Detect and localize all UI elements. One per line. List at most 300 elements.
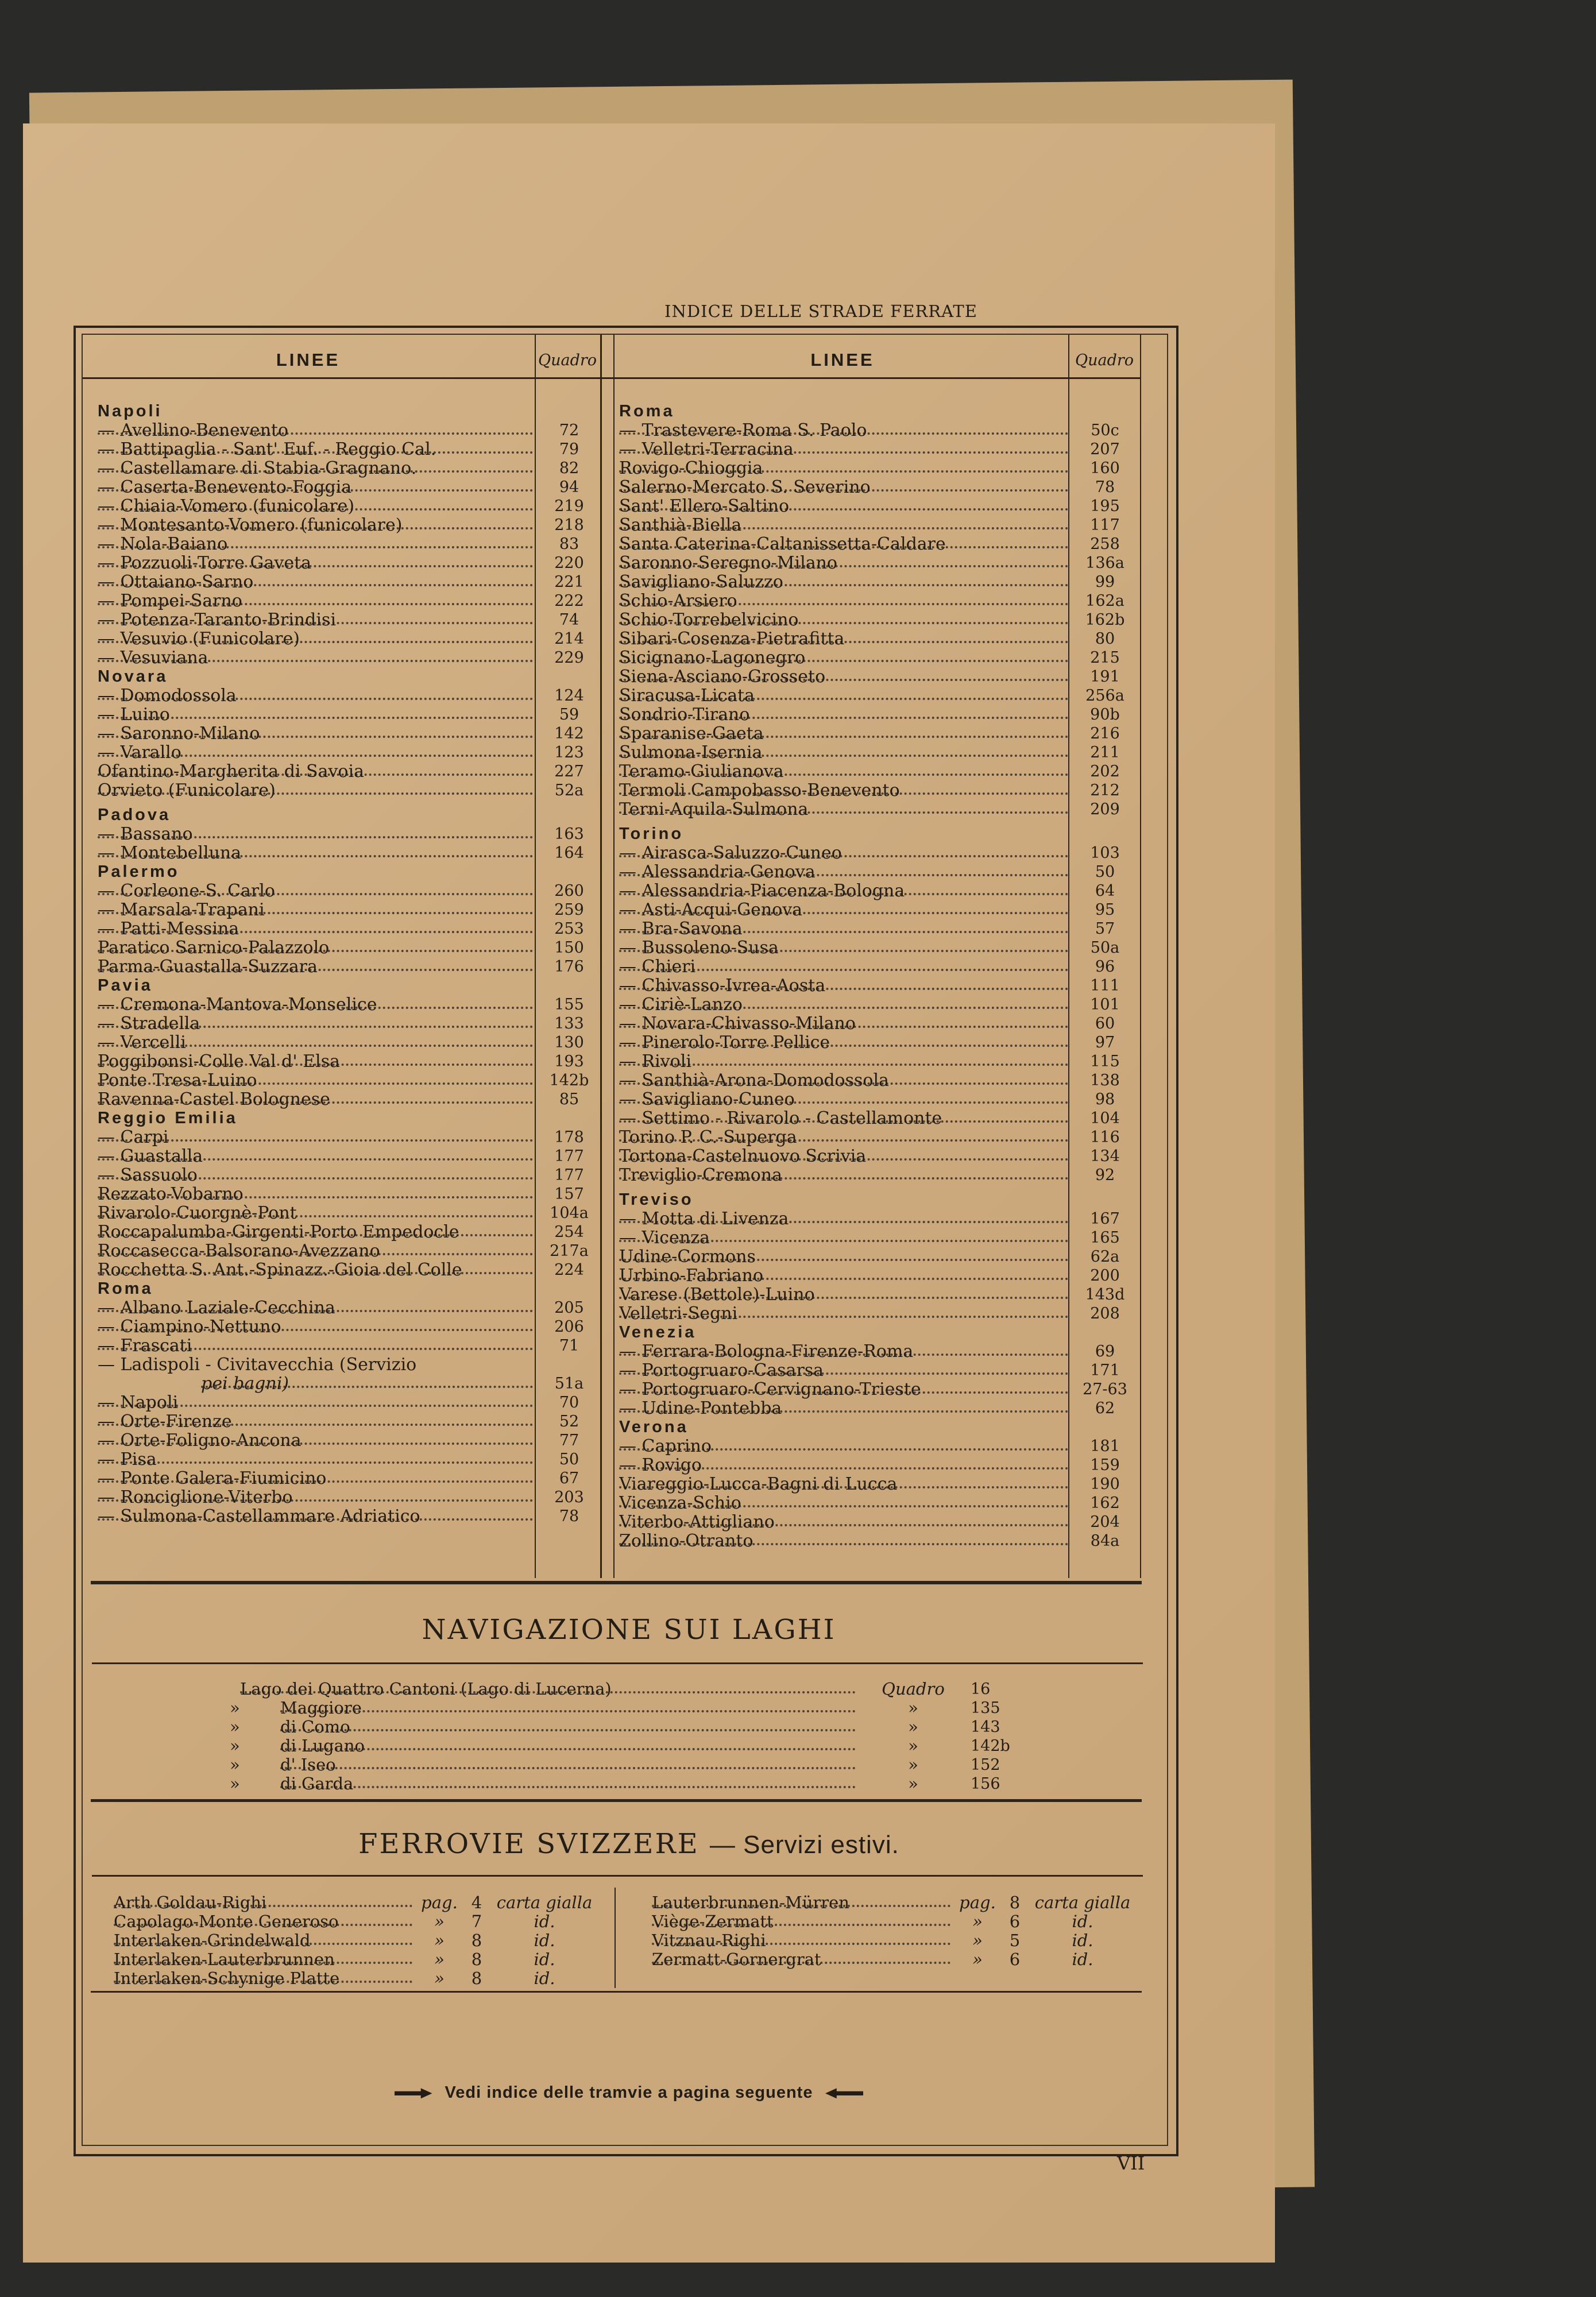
group-heading-label: Palermo [98, 863, 180, 881]
swiss-label-cell [652, 1912, 950, 1931]
quadro-number: 101 [1090, 996, 1120, 1014]
entry-label-cell [98, 1412, 533, 1431]
entry-label-cell [201, 1374, 533, 1393]
quadro-number: 171 [1090, 1362, 1120, 1379]
index-entry [609, 1090, 1149, 1109]
quadro-number: 70 [559, 1394, 579, 1412]
index-entry [74, 995, 608, 1014]
quadro-number: 52 [559, 1413, 579, 1430]
entry-label-cell [619, 1109, 1068, 1128]
entry-label: — Trastevere-Roma S. Paolo [619, 421, 867, 440]
group-heading-label: Napoli [98, 402, 163, 420]
swiss-label-cell [652, 1950, 950, 1969]
entry-label-cell [619, 667, 1068, 686]
group-heading-label: Roma [98, 1279, 153, 1298]
index-entry [74, 421, 608, 440]
quadro-number: 152 [971, 1756, 1000, 1774]
index-entry [74, 743, 608, 762]
entry-label: — Vercelli [98, 1033, 186, 1052]
quadro-number: 133 [554, 1015, 584, 1033]
entry-label-cell [98, 1355, 533, 1374]
quadro-number: 80 [1095, 630, 1115, 648]
quadro-number: 216 [1090, 725, 1120, 743]
entry-label-cell [619, 1052, 1068, 1071]
quadro-number: 159 [1090, 1456, 1120, 1474]
leader-dots [280, 1767, 856, 1769]
quadro-number: 59 [559, 706, 579, 724]
quadro-number: 195 [1090, 497, 1120, 515]
entry-label-cell [619, 1266, 1068, 1285]
swiss-label: Zermatt-Gornergrat [652, 1950, 821, 1969]
group-heading [609, 825, 1149, 844]
entry-label: Roccapalumba-Girgenti-Porto Empedocle [98, 1223, 459, 1242]
quadro-number: 254 [554, 1223, 584, 1241]
group-heading-label: Padova [98, 806, 171, 824]
entry-label: — Alessandria-Genova [619, 863, 816, 881]
lake-label-cell [280, 1718, 856, 1737]
leader-dots [280, 1710, 856, 1712]
entry-label: — Asti-Acqui-Genova [619, 900, 803, 919]
entry-label-cell [619, 1228, 1068, 1247]
index-entry [609, 478, 1149, 497]
index-entry [74, 825, 608, 844]
quadro-number: 215 [1090, 649, 1120, 667]
quadro-number: 78 [559, 1507, 579, 1525]
swiss-entry [629, 1931, 1146, 1950]
group-heading [74, 863, 608, 881]
entry-label-cell [619, 1494, 1068, 1513]
index-entry [74, 881, 608, 900]
index-entry [609, 724, 1149, 743]
entry-label: — Santhià-Arona-Domodossola [619, 1071, 889, 1090]
entry-label: — Albano Laziale-Cecchina [98, 1298, 335, 1317]
index-entry [74, 1450, 608, 1469]
entry-label: — Castellamare di Stabia-Gragnano. [98, 459, 417, 478]
swiss-map-note: id. [1072, 1950, 1093, 1969]
entry-label: Terni-Aquila-Sulmona [619, 800, 809, 819]
group-heading [609, 1190, 1149, 1209]
index-entry [74, 686, 608, 705]
entry-label: — Carpi [98, 1128, 169, 1147]
quadro-number: 224 [554, 1261, 584, 1279]
entry-label: — Caprino [619, 1437, 712, 1456]
entry-label: — Guastalla [98, 1147, 203, 1166]
index-entry [609, 554, 1149, 573]
entry-label-cell [98, 648, 533, 667]
entry-label: Velletri-Segni [619, 1304, 738, 1323]
entry-label-cell [619, 995, 1068, 1014]
entry-label: Vicenza-Schio [619, 1494, 741, 1513]
index-entry [74, 629, 608, 648]
entry-label-cell [619, 686, 1068, 705]
quadro-number: 72 [559, 421, 579, 439]
entry-label-cell [98, 1185, 533, 1204]
leader-dots [280, 1748, 856, 1750]
entry-label: — Avellino-Benevento [98, 421, 289, 440]
quadro-number: 163 [554, 825, 584, 843]
index-entry [609, 1228, 1149, 1247]
index-entry [74, 573, 608, 591]
entry-label: Schio-Arsiero [619, 591, 737, 610]
swiss-title-row [23, 1828, 1235, 1860]
entry-label: — Orte-Firenze [98, 1412, 232, 1431]
swiss-label: Lauterbrunnen-Mürren [652, 1893, 849, 1912]
lake-label-cell [280, 1699, 856, 1718]
swiss-page-number: 7 [471, 1912, 482, 1931]
tram-index-note-text: Vedi indice delle tramvie a pagina seguente [445, 2083, 813, 2102]
entry-label-cell [98, 1469, 533, 1488]
entry-label: — Ciriè-Lanzo [619, 995, 743, 1014]
index-entry [609, 800, 1149, 819]
index-entry [609, 1166, 1149, 1185]
header-rule [83, 377, 1141, 379]
quadro-number: 200 [1090, 1267, 1120, 1285]
quadro-number: 177 [554, 1147, 584, 1165]
quadro-number: 191 [1090, 668, 1120, 686]
swiss-map-note: id. [1072, 1931, 1093, 1950]
index-entry [609, 1456, 1149, 1475]
entry-label-cell [619, 881, 1068, 900]
quadro-number: 227 [554, 763, 584, 780]
lake-ditto: » [230, 1736, 240, 1755]
quadro-number: 60 [1095, 1015, 1115, 1033]
entry-label-cell [98, 1431, 533, 1450]
entry-label-cell [98, 478, 533, 497]
swiss-map-note: id. [534, 1912, 555, 1931]
quadro-number: 162a [1085, 592, 1124, 610]
quadro-number: 260 [554, 882, 584, 900]
entry-label-cell [98, 1260, 533, 1279]
quadro-number: 157 [554, 1185, 584, 1203]
index-entry [74, 1412, 608, 1431]
entry-label-cell [98, 1204, 533, 1223]
swiss-page-number: 5 [1009, 1931, 1021, 1950]
group-heading-label: Novara [98, 667, 168, 686]
swiss-page-number: 8 [471, 1969, 482, 1988]
entry-label: — Ciampino-Nettuno [98, 1317, 281, 1336]
index-entry [609, 881, 1149, 900]
index-entry [609, 1475, 1149, 1494]
entry-label: — Patti-Messina [98, 919, 239, 938]
quadro-number: 204 [1090, 1513, 1120, 1531]
entry-label: — Velletri-Terracina [619, 440, 794, 459]
entry-label-cell [619, 1456, 1068, 1475]
quadro-number: 258 [1090, 535, 1120, 553]
entry-label-cell [619, 1361, 1068, 1380]
leader-dots [98, 1461, 533, 1464]
index-entry [74, 1431, 608, 1450]
index-entry [74, 1469, 608, 1488]
quadro-number: 142b [549, 1072, 589, 1089]
index-entry [609, 1071, 1149, 1090]
entry-label: — Settimo - Rivarolo - Castellamonte [619, 1109, 942, 1128]
entry-label-cell [619, 1071, 1068, 1090]
quadro-number: 229 [554, 649, 584, 667]
index-entry [74, 497, 608, 516]
index-entry [74, 648, 608, 667]
quadro-number: 219 [554, 497, 584, 515]
left-quadro-header: Quadro [538, 351, 597, 369]
group-heading [74, 806, 608, 825]
group-heading [74, 667, 608, 686]
index-entry [74, 1014, 608, 1033]
page-number: VII [1117, 2152, 1145, 2174]
quadro-number: 83 [559, 535, 579, 553]
quadro-number: 165 [1090, 1229, 1120, 1247]
quadro-number: 62a [1090, 1248, 1120, 1266]
index-entry [609, 516, 1149, 535]
entry-label-cell [98, 516, 533, 535]
quadro-number: 135 [971, 1699, 1000, 1717]
entry-label-cell [98, 573, 533, 591]
entry-label-cell [98, 591, 533, 610]
entry-label-cell [98, 762, 533, 781]
quadro-number: 130 [554, 1034, 584, 1051]
entry-label-cell [619, 497, 1068, 516]
spacer [609, 1185, 1149, 1190]
lake-label-cell [280, 1774, 856, 1793]
index-entry [74, 1033, 608, 1052]
entry-label-cell [619, 900, 1068, 919]
quadro-number: 220 [554, 554, 584, 572]
index-entry [74, 957, 608, 976]
entry-label-cell [619, 1166, 1068, 1185]
entry-label-cell [619, 459, 1068, 478]
entry-label-cell [619, 1128, 1068, 1147]
section-rule-thick [91, 1581, 1142, 1584]
quadro-number: 142 [554, 725, 584, 743]
quadro-number: 218 [554, 516, 584, 534]
index-entry [609, 919, 1149, 938]
index-entry [609, 705, 1149, 724]
group-heading [74, 976, 608, 995]
entry-label-cell [98, 919, 533, 938]
lake-ditto: » [230, 1717, 240, 1737]
quadro-number: 79 [559, 440, 579, 458]
index-entry [609, 1109, 1149, 1128]
entry-label-cell [98, 440, 533, 459]
running-head: INDICE DELLE STRADE FERRATE [664, 301, 977, 321]
index-entry [609, 591, 1149, 610]
entry-label: Santa Caterina-Caltanissetta-Caldare [619, 535, 946, 554]
entry-label: — Chieri [619, 957, 696, 976]
entry-label: — Vesuviana [98, 648, 208, 667]
index-entry [609, 497, 1149, 516]
quadro-number: 193 [554, 1053, 584, 1070]
quadro-number: 96 [1095, 958, 1115, 976]
entry-label: Saronno-Seregno-Milano [619, 554, 837, 573]
quadro-ditto: » [908, 1774, 918, 1793]
entry-label: — Nola-Baiano [98, 535, 228, 554]
entry-label: Paratico Sarnico-Palazzolo [98, 938, 330, 957]
entry-label-cell [619, 440, 1068, 459]
quadro-number: 221 [554, 573, 584, 591]
lake-ditto: » [230, 1698, 240, 1718]
entry-label-cell [619, 421, 1068, 440]
index-entry [609, 1033, 1149, 1052]
lake-ditto: » [230, 1755, 240, 1774]
index-entry [609, 995, 1149, 1014]
entry-label-cell [619, 591, 1068, 610]
entry-label: pei bagni) [201, 1374, 289, 1393]
entry-label: — Pompei-Sarno [98, 591, 242, 610]
quadro-number: 98 [1095, 1091, 1115, 1108]
entry-label: — Motta di Livenza [619, 1209, 789, 1228]
entry-label-cell [98, 743, 533, 762]
entry-label: Ponte Tresa-Luino [98, 1071, 257, 1090]
leader-dots [280, 1729, 856, 1731]
index-entry [609, 863, 1149, 881]
entry-label: Sulmona-Isernia [619, 743, 763, 762]
index-entry [74, 844, 608, 863]
entry-label-cell [98, 1336, 533, 1355]
swiss-page-marker: » [434, 1912, 445, 1931]
group-heading [609, 1323, 1149, 1342]
entry-label: — Bassano [98, 825, 193, 844]
index-entry [74, 705, 608, 724]
swiss-rule-top [91, 1799, 1142, 1802]
entry-label-cell [98, 1317, 533, 1336]
entry-label: — Montesanto-Vomero (funicolare) [98, 516, 403, 535]
swiss-page-marker: » [972, 1950, 983, 1969]
index-entry [74, 900, 608, 919]
entry-label: — Battipaglia - Sant' Euf. - Reggio Cal. [98, 440, 436, 459]
index-entry [609, 1399, 1149, 1418]
swiss-title: FERROVIE SVIZZERE [358, 1828, 700, 1860]
entry-label: — Domodossola [98, 686, 237, 705]
entry-label: Ravenna-Castel Bolognese [98, 1090, 330, 1109]
quadro-number: 160 [1090, 459, 1120, 477]
quadro-number: 211 [1090, 744, 1120, 761]
entry-label-cell [98, 1147, 533, 1166]
index-entry [609, 1266, 1149, 1285]
lakes-title: NAVIGAZIONE SUI LAGHI [422, 1614, 836, 1646]
entry-label-cell [619, 1033, 1068, 1052]
lake-entry [218, 1755, 1034, 1774]
entry-label: — Udine-Pontebba [619, 1399, 782, 1418]
entry-label-cell [98, 825, 533, 844]
entry-label: — Pinerolo-Torre Pellice [619, 1033, 830, 1052]
lake-label-cell [280, 1737, 856, 1755]
swiss-left-list [91, 1893, 608, 1988]
entry-label: — Airasca-Saluzzo-Cuneo [619, 844, 842, 863]
entry-label-cell [98, 554, 533, 573]
entry-label: Parma-Guastalla-Suzzara [98, 957, 318, 976]
entry-label-cell [619, 573, 1068, 591]
index-entry [609, 459, 1149, 478]
entry-label-cell [619, 1304, 1068, 1323]
swiss-label: Interlaken-Lauterbrunnen [114, 1950, 335, 1969]
lake-label-cell [280, 1755, 856, 1774]
entry-label-cell [619, 781, 1068, 800]
index-entry [609, 1247, 1149, 1266]
entry-label: — Corleone-S. Carlo [98, 881, 275, 900]
group-heading [609, 1418, 1149, 1437]
index-entry [609, 743, 1149, 762]
index-entry [74, 919, 608, 938]
entry-label-cell [98, 724, 533, 743]
index-entry [609, 957, 1149, 976]
lake-label: di Garda [280, 1774, 354, 1793]
quadro-number: 90b [1090, 706, 1120, 724]
entry-label-cell [619, 1285, 1068, 1304]
entry-label-cell [619, 1532, 1068, 1550]
entry-label-cell [619, 1209, 1068, 1228]
entry-label-cell [619, 1247, 1068, 1266]
lake-entry [218, 1699, 1034, 1718]
entry-label: — Pisa [98, 1450, 157, 1469]
entry-label: Sondrio-Tirano [619, 705, 750, 724]
swiss-page-number: 6 [1009, 1950, 1021, 1969]
index-entry [609, 1494, 1149, 1513]
entry-label: — Alessandria-Piacenza-Bologna [619, 881, 905, 900]
entry-label-cell [619, 705, 1068, 724]
entry-label-cell [98, 459, 533, 478]
quadro-number: 207 [1090, 440, 1120, 458]
swiss-page-number: 4 [471, 1893, 482, 1912]
entry-label: — Napoli [98, 1393, 179, 1412]
entry-label-cell [98, 1393, 533, 1412]
quadro-number: 136a [1085, 554, 1124, 572]
quadro-number: 62 [1095, 1399, 1115, 1417]
lake-label-cell [240, 1680, 856, 1699]
swiss-map-note: id. [534, 1950, 555, 1969]
entry-label-cell [619, 762, 1068, 781]
swiss-label-cell [114, 1950, 412, 1969]
entry-label-cell [619, 1090, 1068, 1109]
group-heading-label: Torino [619, 825, 684, 843]
index-entry [74, 610, 608, 629]
quadro-number: 71 [559, 1337, 579, 1355]
entry-label: — Orte-Foligno-Ancona [98, 1431, 302, 1450]
entry-label-cell [619, 800, 1068, 819]
index-entry [609, 610, 1149, 629]
entry-label-cell [98, 1128, 533, 1147]
entry-label-cell [619, 1342, 1068, 1361]
pointing-hand-icon [825, 2088, 863, 2098]
index-entry [609, 686, 1149, 705]
index-entry [609, 573, 1149, 591]
entry-label: Treviglio-Cremona [619, 1166, 783, 1185]
swiss-subtitle: — Servizi estivi. [709, 1831, 899, 1859]
entry-label-cell [619, 844, 1068, 863]
quadro-number: 69 [1095, 1343, 1115, 1360]
group-heading [74, 402, 608, 421]
quadro-number: 143 [971, 1718, 1000, 1736]
entry-label: — Chiaia-Vomero (funicolare) [98, 497, 355, 516]
entry-label-cell [98, 497, 533, 516]
index-entry [74, 1052, 608, 1071]
quadro-number: 52a [554, 782, 584, 799]
quadro-ditto: » [908, 1755, 918, 1774]
entry-label: — Sassuolo [98, 1166, 198, 1185]
index-entry [74, 440, 608, 459]
spacer [609, 819, 1149, 825]
quadro-number: 208 [1090, 1305, 1120, 1322]
quadro-number: 259 [554, 901, 584, 919]
entry-label-cell [619, 976, 1068, 995]
index-entry [74, 1317, 608, 1336]
index-entry [609, 667, 1149, 686]
swiss-label: Interlaken-Grindelwald [114, 1931, 311, 1950]
swiss-page-number: 8 [471, 1931, 482, 1950]
entry-label-cell [98, 1166, 533, 1185]
entry-label-cell [619, 1014, 1068, 1033]
entry-label-cell [98, 1014, 533, 1033]
index-entry [74, 1507, 608, 1526]
swiss-page-number: 8 [1009, 1893, 1021, 1912]
quadro-number: 116 [1090, 1128, 1120, 1146]
